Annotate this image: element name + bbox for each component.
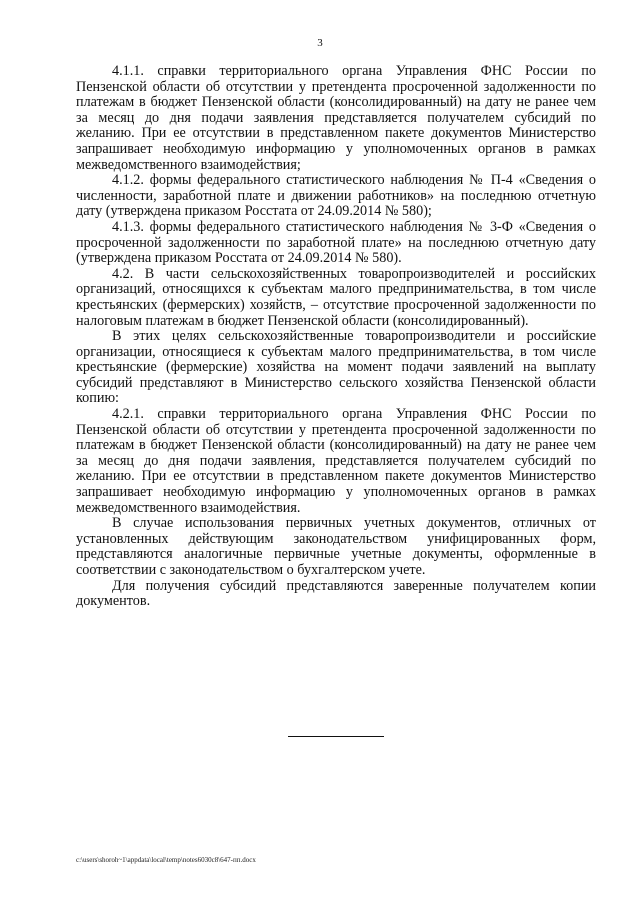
- paragraph-certified-copies: Для получения субсидий представляются заверенные получателем копии документов.: [76, 577, 596, 610]
- footer-file-path: c:\users\shoroh~1\appdata\local\temp\notes6030c8\647-пп.docx: [76, 856, 256, 864]
- paragraph-primary-documents: В случае использования первичных учетных документов, отличных от установленных действующим законодательством унифицированных форм, представляются аналогичные первичные учетные документы, оформленные в соответствии с законодательством о бухгалтерском учете.: [76, 515, 596, 578]
- paragraph-purpose: В этих целях сельскохозяйственные товаропроизводители и российские организации, относящиеся к субъектам малого предпринимательства, в том числе крестьянские (фермерские) хозяйства на момент подачи заявлений на выплату субсидий представляют в Министерство сельского хозяйства Пензенской области копию:: [76, 328, 596, 407]
- paragraph-4-2: 4.2. В части сельскохозяйственных товаропроизводителей и российских организаций, относящихся к субъектам малого предпринимательства, в том числе крестьянских (фермерских) хозяйств, – отсутствие просроченной задолженности по налоговым платежам в бюджет Пензенской области (консолидированный).: [76, 265, 596, 329]
- end-of-text-rule: [288, 736, 384, 737]
- paragraph-4-1-3: 4.1.3. формы федерального статистического наблюдения № 3-Ф «Сведения о просроченной задолженности по заработной плате» на последнюю отчетную дату (утверждена приказом Росстата от 24.09.2014 № 580).: [76, 218, 596, 267]
- page-number: 3: [317, 37, 323, 49]
- paragraph-4-1-2: 4.1.2. формы федерального статистического наблюдения № П-4 «Сведения о численности, заработной плате и движении работников» на последнюю отчетную дату (утверждена приказом Росстата от 24.09.2014 № 580);: [76, 172, 596, 220]
- paragraph-4-2-1: 4.2.1. справки территориального органа Управления ФНС России по Пензенской области об отсутствии у претендента просроченной задолженности по платежам в бюджет Пензенской области (консолидированный) на дату не ранее чем за месяц до дня подачи заявления, представляется получателем субсидий по желанию. При ее отсутствии в представленном пакете документов Министерство запрашивает необходимую информацию у уполномоченных органов в рамках межведомственного взаимодействия.: [76, 406, 596, 516]
- paragraph-4-1-1: 4.1.1. справки территориального органа Управления ФНС России по Пензенской области об отсутствии у претендента просроченной задолженности по платежам в бюджет Пензенской области (консолидированный) на дату не ранее чем за месяц до дня подачи заявления представляется получателем субсидий по желанию. При ее отсутствии в представленном пакете документов Министерство запрашивает необходимую информацию у уполномоченных органов в рамках межведомственного взаимодействия;: [76, 63, 596, 173]
- document-body: [76, 64, 596, 610]
